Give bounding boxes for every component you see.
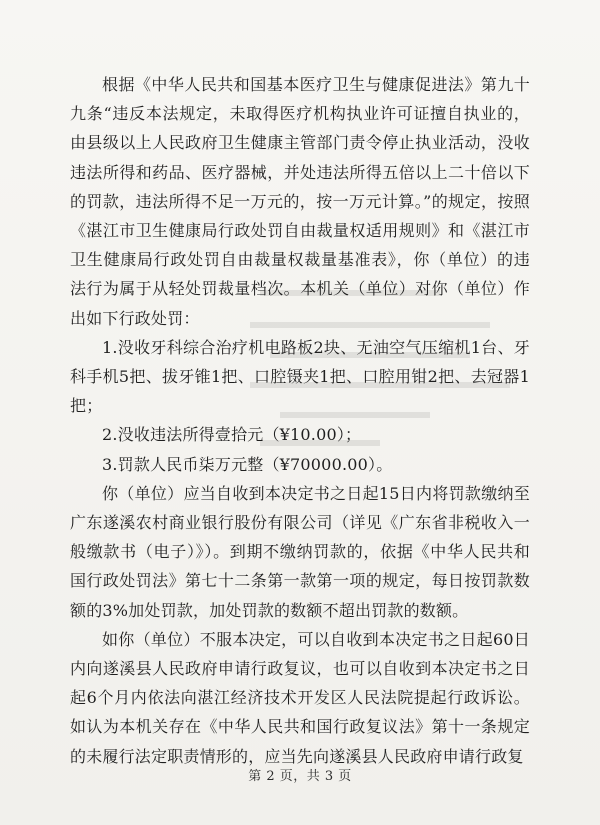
page-footer: 第 2 页，共 3 页: [248, 769, 352, 784]
penalty-item-1: 1.没收牙科综合治疗机电路板2块、无油空气压缩机1台、牙科手机5把、拔牙锥1把、口腔镊夹1把、口腔用钳2把、去冠器1把；: [70, 337, 530, 416]
document-body: [70, 70, 530, 771]
paragraph-appeal: 如你（单位）不服本决定，可以自收到本决定书之日起60日内向遂溪县人民政府申请行政复议，也可以自收到本决定书之日起6个月内依法向湛江经济技术开发区人民法院提起行政诉讼。如认为本机关存在《中华人民共和国行政复议法》第十一条规定的未履行法定职责情形的，应当先向遂溪县人民政府申请行政复: [70, 629, 530, 766]
penalty-item-3: 3.罚款人民币柒万元整（¥70000.00）。: [102, 454, 393, 474]
paragraph-payment: 你（单位）应当自收到本决定书之日起15日内将罚款缴纳至广东遂溪农村商业银行股份有限公司（详见《广东省非税收入一般缴款书（电子）》）。到期不缴纳罚款的，依据《中华人民共和国行政处罚法》第七十二条第一款第一项的规定，每日按罚款数额的3%加处罚款，加处罚款的数额不超出罚款的数额。: [70, 483, 530, 620]
paragraph-legal-basis: 根据《中华人民共和国基本医疗卫生与健康促进法》第九十九条“违反本法规定，未取得医疗机构执业许可证擅自执业的，由县级以上人民政府卫生健康主管部门责令停止执业活动，没收违法所得和药品、医疗器械，并处违法所得五倍以上二十倍以下的罚款，违法所得不足一万元的，按一万元计算。”的规定，按照《湛江市卫生健康局行政处罚自由裁量权适用规则》和《湛江市卫生健康局行政处罚自由裁量权裁量基准表》，你（单位）的违法行为属于从轻处罚裁量档次。本机关（单位）对你（单位）作出如下行政处罚：: [70, 75, 530, 328]
penalty-item-2: 2.没收违法所得壹拾元（¥10.00）；: [102, 425, 362, 445]
